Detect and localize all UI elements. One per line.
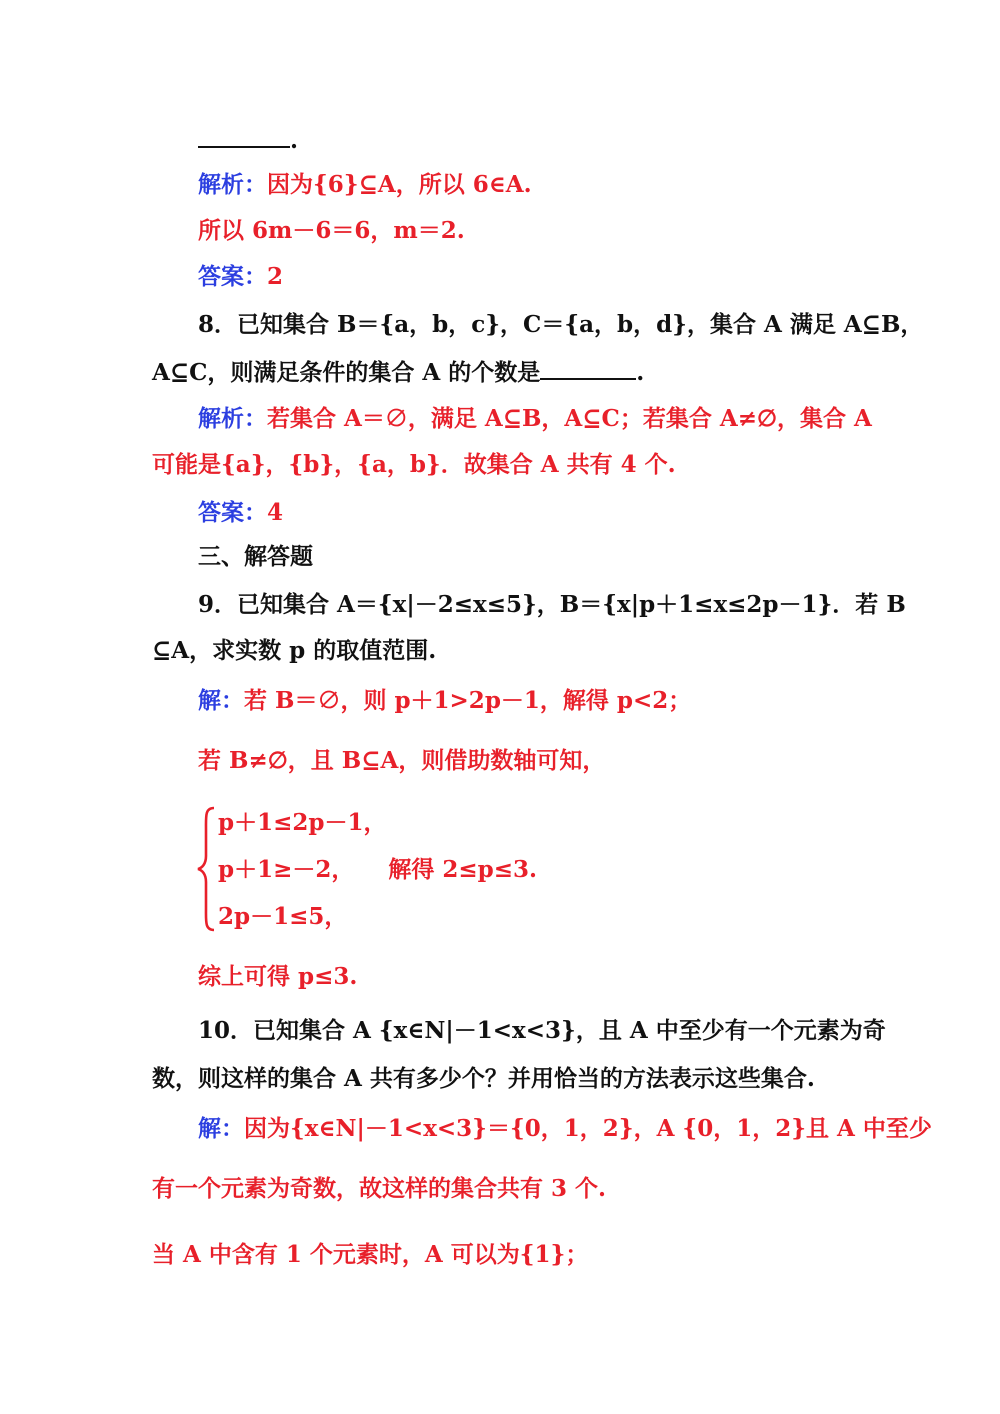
q9-solution-line2: 若 B≠∅，且 B⊆A，则借助数轴可知，	[198, 747, 606, 774]
q10-solution-line2: 有一个元素为奇数，故这样的集合共有 3 个.	[152, 1175, 607, 1202]
q7-blank-line: .	[198, 124, 298, 156]
q8-analysis-line1: 解析：若集合 A＝∅，满足 A⊆B，A⊆C；若集合 A≠∅，集合 A	[198, 405, 872, 432]
q8-answer: 答案：4	[198, 499, 284, 526]
q10-solution-line1: 解：因为{x∈N|－1<x<3}＝{0，1，2}，A {0，1，2}且 A 中至少	[198, 1115, 932, 1142]
section-title: 三、解答题	[198, 543, 313, 570]
q8-question-line1: 8．已知集合 B＝{a，b，c}，C＝{a，b，d}，集合 A 满足 A⊆B，	[198, 311, 924, 338]
q10-solution-line3: 当 A 中含有 1 个元素时，A 可以为{1}；	[152, 1241, 589, 1268]
left-brace	[196, 806, 216, 932]
q9-system-eq3: 2p－1≤5，	[218, 903, 348, 930]
q9-solution-line1: 解：若 B＝∅，则 p＋1>2p－1，解得 p<2；	[198, 687, 692, 714]
q9-conclusion: 综上可得 p≤3.	[198, 963, 358, 990]
q10-question-line2: 数，则这样的集合 A 共有多少个？并用恰当的方法表示这些集合.	[152, 1065, 815, 1092]
q7-answer: 答案：2	[198, 263, 284, 290]
q9-system-result: 解得 2≤p≤3.	[388, 856, 538, 883]
q7-analysis-line1: 解析：因为{6}⊆A，所以 6∈A.	[198, 171, 532, 198]
q9-system-eq2: p＋1≥－2， 解得 2≤p≤3.	[218, 856, 538, 883]
q8-question-line2: A⊆C，则满足条件的集合 A 的个数是 .	[152, 356, 644, 388]
q9-system-eq1: p＋1≤2p－1，	[218, 809, 387, 836]
q9-question-line2: ⊆A，求实数 p 的取值范围.	[152, 637, 437, 664]
q8-analysis-line2: 可能是{a}，{b}，{a，b}．故集合 A 共有 4 个.	[152, 451, 676, 478]
answer-blank	[540, 356, 636, 380]
answer-blank	[198, 124, 290, 148]
q7-analysis-line2: 所以 6m－6＝6，m＝2.	[198, 217, 465, 244]
q10-question-line1: 10．已知集合 A {x∈N|－1<x<3}，且 A 中至少有一个元素为奇	[198, 1017, 886, 1044]
q9-question-line1: 9．已知集合 A＝{x|－2≤x≤5}，B＝{x|p＋1≤x≤2p－1}．若 B	[198, 591, 906, 618]
